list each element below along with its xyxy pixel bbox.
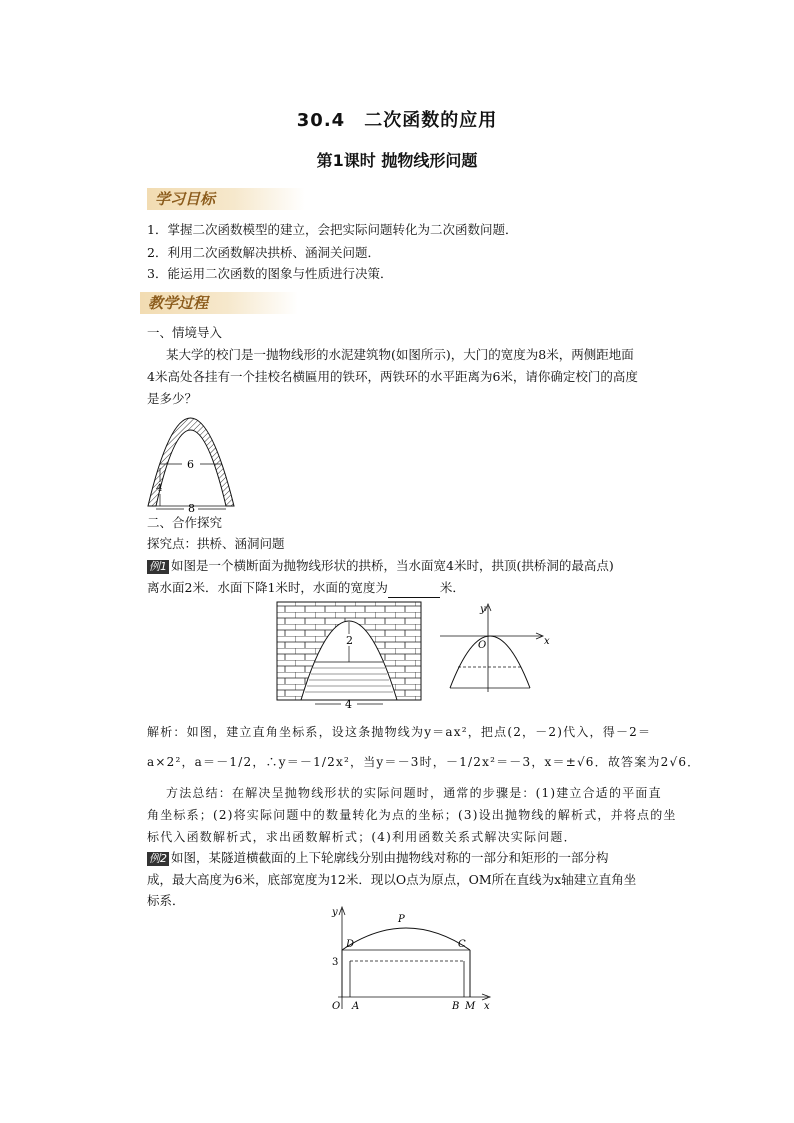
example1-text-2b: 米．	[439, 580, 465, 595]
method-line2: 角坐标系；(2)将实际问题中的数量转化为点的坐标；(3)设出抛物线的解析式，并将点的坐	[147, 808, 677, 822]
goal-3: 3．能运用二次函数的图象与性质进行决策．	[147, 266, 393, 281]
example1-tag: 例1	[149, 560, 167, 573]
tunnel-x-label: x	[484, 1001, 490, 1012]
answer-blank	[388, 583, 440, 598]
example2-text-2: 成，最大高度为6米，底部宽度为12米．现以O点为原点，OM所在直线为x轴建立直角坐	[147, 872, 637, 887]
method-line1: 方法总结：在解决呈抛物线形状的实际问题时，通常的步骤是：(1)建立合适的平面直	[166, 786, 662, 800]
example2-text-1: 如图，某隧道横截面的上下轮廓线分别由抛物线对称的一部分和矩形的一部分构	[171, 850, 609, 865]
part1-text-1: 某大学的校门是一抛物线形的水泥建筑物(如图所示)，大门的宽度为8米，两侧距地面	[166, 347, 634, 362]
part1-heading: 一、情境导入	[147, 325, 223, 340]
origin-label: O	[478, 640, 487, 651]
bridge-figure	[275, 600, 425, 710]
point-A: A	[352, 1001, 360, 1012]
point-D: D	[346, 939, 355, 950]
process-banner: 教学过程	[140, 292, 298, 314]
point-C: C	[458, 939, 466, 950]
tunnel-arch	[342, 928, 470, 950]
point-M: M	[465, 1001, 476, 1012]
parabola-figure	[438, 602, 553, 694]
bridge-width-label: 4	[345, 698, 352, 710]
example1-line2	[147, 578, 465, 598]
parabola-curve	[450, 636, 530, 688]
gate-figure	[142, 408, 242, 513]
bridge-height-label: 2	[346, 634, 353, 647]
height-3-label: 3	[332, 957, 339, 968]
example1-text-1: 如图是一个横断面为抛物线形状的拱桥，当水面宽4米时，拱顶(拱桥洞的最高点)	[171, 558, 614, 573]
axis-x-label: x	[544, 636, 550, 647]
example2-text-3: 标系．	[147, 893, 185, 908]
tunnel-y-label: y	[332, 907, 338, 918]
example2-line1	[147, 848, 609, 868]
gate-width-inner: 6	[187, 458, 194, 471]
goal-1: 1．掌握二次函数模型的建立，会把实际问题转化为二次函数问题．	[147, 222, 518, 237]
solution-line1: 解析：如图，建立直角坐标系，设这条抛物线为y＝ax²，把点(2，－2)代入，得－2＝	[147, 725, 652, 739]
goals-banner: 学习目标	[147, 188, 305, 210]
example2-tag: 例2	[149, 852, 167, 865]
point-B: B	[452, 1001, 460, 1012]
method-line3: 标代入函数解析式，求出函数解析式；(4)利用函数关系式解决实际问题．	[147, 830, 577, 844]
gate-width-base: 8	[188, 502, 195, 513]
part2-topic: 探究点：拱桥、涵洞问题	[147, 536, 285, 551]
point-P: P	[398, 914, 405, 925]
gate-height: 4	[156, 483, 163, 494]
tunnel-figure	[328, 905, 498, 1013]
example1-text-2a: 离水面2米．水面下降1米时，水面的宽度为	[147, 580, 388, 595]
goal-2: 2．利用二次函数解决拱桥、涵洞关问题．	[147, 245, 380, 260]
part1-text-2: 4米高处各挂有一个挂校名横匾用的铁环，两铁环的水平距离为6米，请你确定校门的高度	[147, 369, 638, 384]
part1-text-3: 是多少？	[147, 391, 198, 406]
page-subtitle: 第1课时 抛物线形问题	[316, 151, 478, 170]
point-O: O	[332, 1001, 341, 1012]
part2-heading: 二、合作探究	[147, 515, 223, 530]
axis-y-label: y	[480, 604, 486, 615]
solution-line2: a×2²，a＝－1/2，∴y＝－1/2x²，当y＝－3时，－1/2x²＝－3，x＝±√6．故答案为2√6．	[147, 755, 701, 769]
page-title: 30.4 二次函数的应用	[296, 110, 498, 131]
example1-line1	[147, 556, 614, 576]
